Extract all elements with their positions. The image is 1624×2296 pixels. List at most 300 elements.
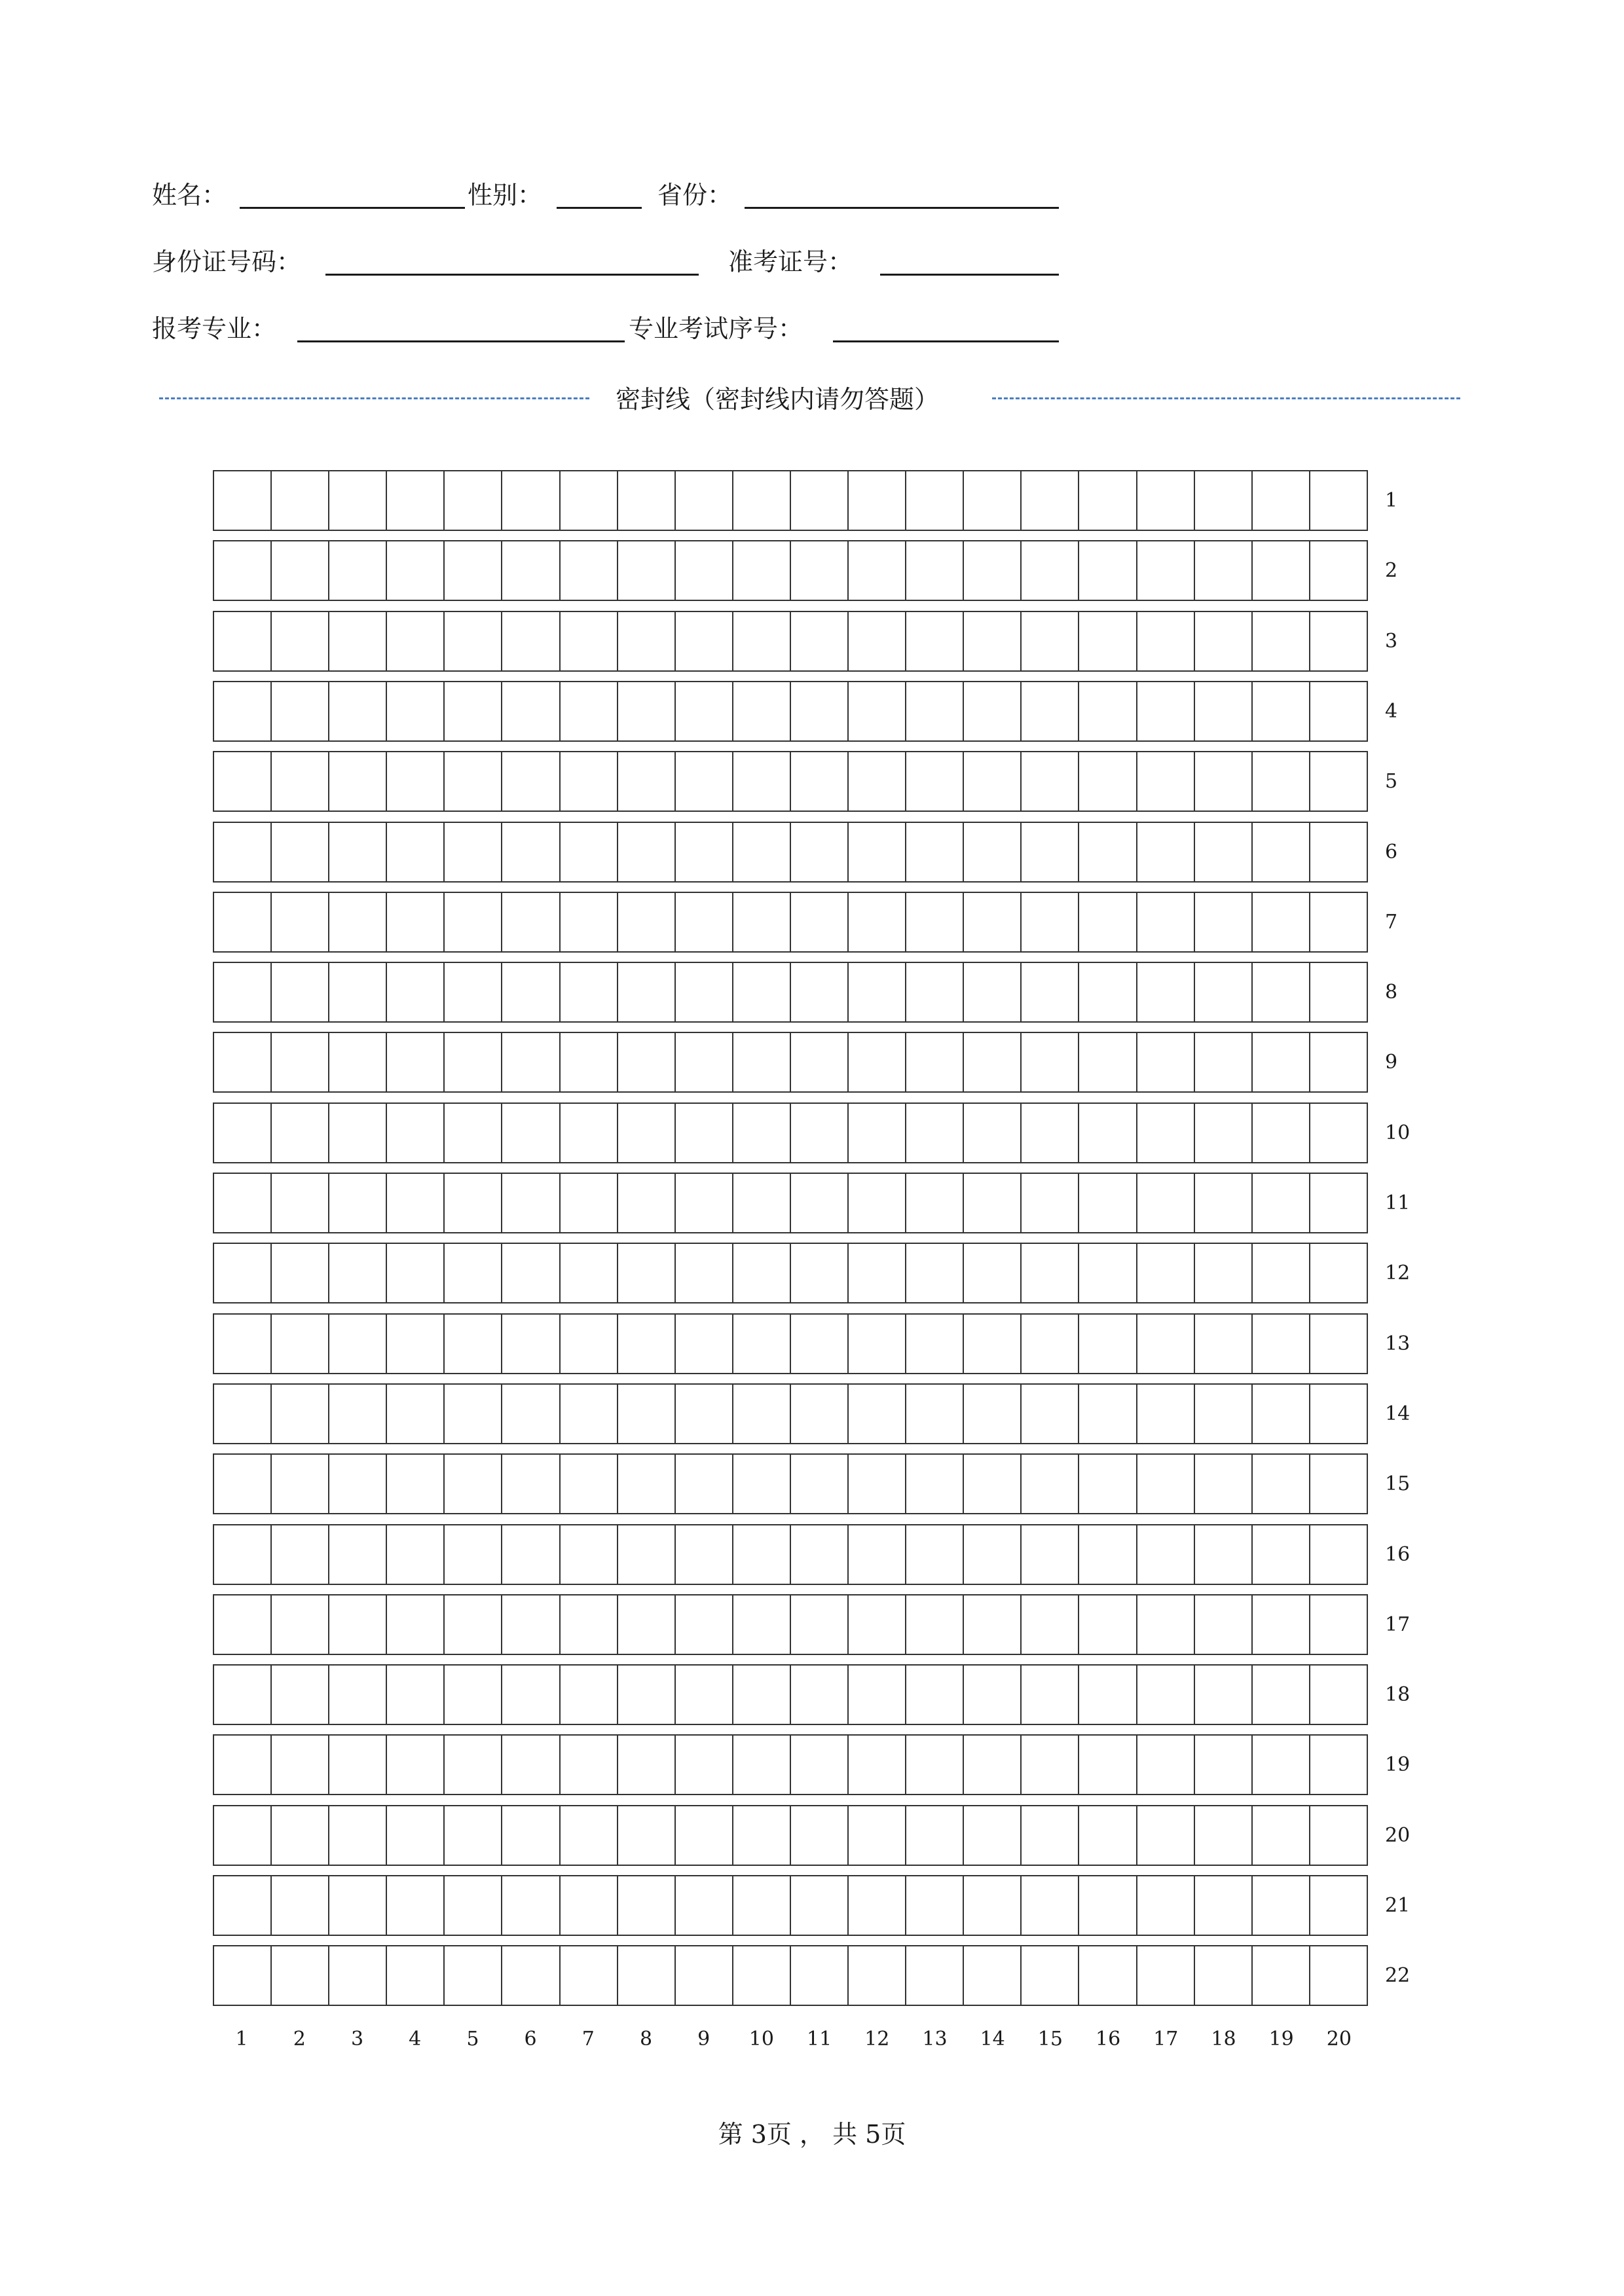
grid-cell[interactable]: [214, 1666, 272, 1724]
grid-cell[interactable]: [445, 1666, 502, 1724]
grid-cell[interactable]: [618, 823, 676, 881]
grid-cell[interactable]: [387, 1736, 445, 1794]
grid-cell[interactable]: [618, 1666, 676, 1724]
grid-cell[interactable]: [445, 1806, 502, 1865]
grid-cell[interactable]: [849, 1455, 906, 1513]
grid-cell[interactable]: [964, 823, 1022, 881]
grid-cell[interactable]: [906, 823, 964, 881]
grid-cell[interactable]: [1195, 1525, 1253, 1584]
grid-cell[interactable]: [1195, 1876, 1253, 1935]
grid-cell[interactable]: [561, 1876, 618, 1935]
grid-cell[interactable]: [214, 963, 272, 1021]
grid-cell[interactable]: [272, 1104, 329, 1162]
grid-cell[interactable]: [387, 1876, 445, 1935]
grid-cell[interactable]: [387, 1315, 445, 1373]
grid-cell[interactable]: [272, 541, 329, 600]
grid-cell[interactable]: [791, 752, 849, 811]
grid-cell[interactable]: [1195, 1104, 1253, 1162]
grid-cell[interactable]: [1137, 1104, 1195, 1162]
grid-cell[interactable]: [618, 612, 676, 670]
grid-cell[interactable]: [329, 1385, 387, 1443]
grid-cell[interactable]: [502, 541, 560, 600]
grid-cell[interactable]: [387, 963, 445, 1021]
grid-cell[interactable]: [906, 752, 964, 811]
grid-cell[interactable]: [791, 1666, 849, 1724]
grid-cell[interactable]: [387, 682, 445, 740]
grid-cell[interactable]: [214, 1315, 272, 1373]
grid-cell[interactable]: [1079, 1666, 1137, 1724]
grid-cell[interactable]: [676, 1385, 733, 1443]
grid-cell[interactable]: [387, 1244, 445, 1302]
grid-cell[interactable]: [561, 1174, 618, 1232]
grid-cell[interactable]: [1253, 1736, 1310, 1794]
grid-cell[interactable]: [329, 1946, 387, 2005]
grid-cell[interactable]: [906, 1104, 964, 1162]
grid-cell[interactable]: [676, 1525, 733, 1584]
grid-cell[interactable]: [906, 893, 964, 951]
grid-cell[interactable]: [502, 1806, 560, 1865]
grid-cell[interactable]: [906, 1315, 964, 1373]
grid-cell[interactable]: [1079, 1244, 1137, 1302]
grid-cell[interactable]: [329, 1033, 387, 1091]
grid-cell[interactable]: [1310, 1595, 1367, 1654]
grid-cell[interactable]: [502, 1525, 560, 1584]
grid-cell[interactable]: [214, 1946, 272, 2005]
grid-cell[interactable]: [445, 682, 502, 740]
grid-cell[interactable]: [329, 823, 387, 881]
grid-cell[interactable]: [1022, 1736, 1079, 1794]
grid-cell[interactable]: [561, 1666, 618, 1724]
grid-cell[interactable]: [1195, 1315, 1253, 1373]
grid-cell[interactable]: [272, 1806, 329, 1865]
grid-cell[interactable]: [1195, 1455, 1253, 1513]
grid-cell[interactable]: [1310, 752, 1367, 811]
grid-cell[interactable]: [272, 1666, 329, 1724]
grid-cell[interactable]: [387, 752, 445, 811]
grid-cell[interactable]: [1079, 1174, 1137, 1232]
grid-cell[interactable]: [618, 1946, 676, 2005]
grid-cell[interactable]: [387, 612, 445, 670]
grid-cell[interactable]: [502, 1244, 560, 1302]
grid-cell[interactable]: [387, 1455, 445, 1513]
grid-cell[interactable]: [1137, 1455, 1195, 1513]
grid-cell[interactable]: [676, 1666, 733, 1724]
grid-cell[interactable]: [214, 1033, 272, 1091]
grid-cell[interactable]: [214, 1385, 272, 1443]
grid-cell[interactable]: [1137, 1525, 1195, 1584]
grid-cell[interactable]: [329, 963, 387, 1021]
grid-cell[interactable]: [1137, 823, 1195, 881]
grid-cell[interactable]: [849, 752, 906, 811]
grid-cell[interactable]: [1310, 1806, 1367, 1865]
grid-cell[interactable]: [445, 1174, 502, 1232]
grid-cell[interactable]: [272, 682, 329, 740]
grid-cell[interactable]: [1195, 1946, 1253, 2005]
grid-cell[interactable]: [849, 1525, 906, 1584]
grid-cell[interactable]: [964, 612, 1022, 670]
grid-cell[interactable]: [964, 1385, 1022, 1443]
grid-cell[interactable]: [1079, 752, 1137, 811]
grid-cell[interactable]: [445, 1595, 502, 1654]
grid-cell[interactable]: [733, 1666, 791, 1724]
grid-cell[interactable]: [849, 1104, 906, 1162]
grid-cell[interactable]: [561, 823, 618, 881]
grid-cell[interactable]: [502, 1455, 560, 1513]
grid-cell[interactable]: [1310, 1315, 1367, 1373]
grid-cell[interactable]: [1079, 1455, 1137, 1513]
grid-cell[interactable]: [445, 1244, 502, 1302]
grid-cell[interactable]: [733, 1315, 791, 1373]
grid-cell[interactable]: [1253, 1244, 1310, 1302]
grid-cell[interactable]: [676, 1455, 733, 1513]
grid-cell[interactable]: [1310, 1736, 1367, 1794]
grid-cell[interactable]: [1195, 893, 1253, 951]
grid-cell[interactable]: [387, 1174, 445, 1232]
grid-cell[interactable]: [329, 1525, 387, 1584]
grid-cell[interactable]: [1137, 1806, 1195, 1865]
grid-cell[interactable]: [1195, 752, 1253, 811]
grid-cell[interactable]: [791, 1174, 849, 1232]
grid-cell[interactable]: [214, 682, 272, 740]
grid-cell[interactable]: [964, 541, 1022, 600]
grid-cell[interactable]: [906, 1946, 964, 2005]
grid-cell[interactable]: [676, 1806, 733, 1865]
grid-cell[interactable]: [445, 1315, 502, 1373]
grid-cell[interactable]: [1079, 823, 1137, 881]
exam-number-field[interactable]: [880, 274, 1059, 276]
grid-cell[interactable]: [733, 612, 791, 670]
grid-cell[interactable]: [214, 1876, 272, 1935]
grid-cell[interactable]: [561, 471, 618, 530]
grid-cell[interactable]: [329, 1736, 387, 1794]
grid-cell[interactable]: [1079, 1525, 1137, 1584]
grid-cell[interactable]: [1253, 893, 1310, 951]
grid-cell[interactable]: [849, 1666, 906, 1724]
grid-cell[interactable]: [791, 1595, 849, 1654]
grid-cell[interactable]: [676, 1033, 733, 1091]
grid-cell[interactable]: [849, 1315, 906, 1373]
grid-cell[interactable]: [329, 471, 387, 530]
grid-cell[interactable]: [1079, 1033, 1137, 1091]
grid-cell[interactable]: [502, 1736, 560, 1794]
grid-cell[interactable]: [1137, 1736, 1195, 1794]
grid-cell[interactable]: [1022, 1946, 1079, 2005]
grid-cell[interactable]: [906, 1736, 964, 1794]
grid-cell[interactable]: [618, 1876, 676, 1935]
grid-cell[interactable]: [1253, 963, 1310, 1021]
grid-cell[interactable]: [733, 541, 791, 600]
grid-cell[interactable]: [502, 1946, 560, 2005]
grid-cell[interactable]: [676, 1876, 733, 1935]
grid-cell[interactable]: [733, 1104, 791, 1162]
grid-cell[interactable]: [445, 541, 502, 600]
grid-cell[interactable]: [387, 471, 445, 530]
grid-cell[interactable]: [618, 1104, 676, 1162]
grid-cell[interactable]: [1195, 1385, 1253, 1443]
grid-cell[interactable]: [1137, 1666, 1195, 1724]
grid-cell[interactable]: [561, 963, 618, 1021]
grid-cell[interactable]: [1195, 1174, 1253, 1232]
grid-cell[interactable]: [676, 471, 733, 530]
grid-cell[interactable]: [445, 471, 502, 530]
grid-cell[interactable]: [733, 471, 791, 530]
grid-cell[interactable]: [561, 612, 618, 670]
id-number-field[interactable]: [325, 274, 699, 276]
grid-cell[interactable]: [733, 1244, 791, 1302]
grid-cell[interactable]: [1253, 541, 1310, 600]
grid-cell[interactable]: [272, 1455, 329, 1513]
grid-cell[interactable]: [1022, 1806, 1079, 1865]
grid-cell[interactable]: [1022, 1315, 1079, 1373]
grid-cell[interactable]: [849, 1595, 906, 1654]
grid-cell[interactable]: [561, 893, 618, 951]
grid-cell[interactable]: [445, 823, 502, 881]
grid-cell[interactable]: [618, 963, 676, 1021]
grid-cell[interactable]: [1079, 612, 1137, 670]
grid-cell[interactable]: [964, 1174, 1022, 1232]
grid-cell[interactable]: [1137, 1315, 1195, 1373]
grid-cell[interactable]: [791, 963, 849, 1021]
grid-cell[interactable]: [1253, 1033, 1310, 1091]
grid-cell[interactable]: [1137, 541, 1195, 600]
grid-cell[interactable]: [733, 963, 791, 1021]
grid-cell[interactable]: [1195, 682, 1253, 740]
grid-cell[interactable]: [214, 1806, 272, 1865]
grid-cell[interactable]: [964, 1666, 1022, 1724]
grid-cell[interactable]: [1310, 1666, 1367, 1724]
grid-cell[interactable]: [906, 1806, 964, 1865]
grid-cell[interactable]: [214, 823, 272, 881]
grid-cell[interactable]: [733, 1736, 791, 1794]
grid-cell[interactable]: [733, 1595, 791, 1654]
grid-cell[interactable]: [387, 1525, 445, 1584]
grid-cell[interactable]: [849, 1385, 906, 1443]
grid-cell[interactable]: [849, 1244, 906, 1302]
grid-cell[interactable]: [329, 752, 387, 811]
grid-cell[interactable]: [618, 1455, 676, 1513]
grid-cell[interactable]: [791, 1385, 849, 1443]
grid-cell[interactable]: [733, 1525, 791, 1584]
grid-cell[interactable]: [1079, 1946, 1137, 2005]
grid-cell[interactable]: [272, 1174, 329, 1232]
grid-cell[interactable]: [1253, 1455, 1310, 1513]
grid-cell[interactable]: [1137, 1946, 1195, 2005]
grid-cell[interactable]: [1137, 893, 1195, 951]
grid-cell[interactable]: [1079, 1385, 1137, 1443]
grid-cell[interactable]: [1310, 1525, 1367, 1584]
grid-cell[interactable]: [272, 1595, 329, 1654]
grid-cell[interactable]: [791, 1806, 849, 1865]
grid-cell[interactable]: [964, 1033, 1022, 1091]
grid-cell[interactable]: [618, 1385, 676, 1443]
grid-cell[interactable]: [964, 471, 1022, 530]
grid-cell[interactable]: [618, 682, 676, 740]
grid-cell[interactable]: [906, 1455, 964, 1513]
grid-cell[interactable]: [676, 963, 733, 1021]
grid-cell[interactable]: [1022, 471, 1079, 530]
grid-cell[interactable]: [214, 1595, 272, 1654]
grid-cell[interactable]: [1253, 1946, 1310, 2005]
grid-cell[interactable]: [445, 1946, 502, 2005]
grid-cell[interactable]: [1022, 752, 1079, 811]
grid-cell[interactable]: [445, 1736, 502, 1794]
grid-cell[interactable]: [1079, 1595, 1137, 1654]
grid-cell[interactable]: [964, 752, 1022, 811]
grid-cell[interactable]: [502, 752, 560, 811]
grid-cell[interactable]: [791, 1244, 849, 1302]
grid-cell[interactable]: [906, 1033, 964, 1091]
grid-cell[interactable]: [1195, 612, 1253, 670]
grid-cell[interactable]: [1253, 1174, 1310, 1232]
grid-cell[interactable]: [849, 541, 906, 600]
grid-cell[interactable]: [387, 1806, 445, 1865]
grid-cell[interactable]: [445, 612, 502, 670]
grid-cell[interactable]: [1310, 1385, 1367, 1443]
grid-cell[interactable]: [1310, 823, 1367, 881]
grid-cell[interactable]: [1253, 1806, 1310, 1865]
grid-cell[interactable]: [1253, 682, 1310, 740]
grid-cell[interactable]: [502, 963, 560, 1021]
grid-cell[interactable]: [791, 1315, 849, 1373]
grid-cell[interactable]: [1022, 823, 1079, 881]
name-field[interactable]: [240, 207, 465, 209]
grid-cell[interactable]: [849, 1876, 906, 1935]
grid-cell[interactable]: [1137, 682, 1195, 740]
grid-cell[interactable]: [791, 1876, 849, 1935]
grid-cell[interactable]: [1022, 682, 1079, 740]
grid-cell[interactable]: [1022, 541, 1079, 600]
grid-cell[interactable]: [329, 541, 387, 600]
grid-cell[interactable]: [1310, 1174, 1367, 1232]
grid-cell[interactable]: [1195, 1244, 1253, 1302]
grid-cell[interactable]: [1079, 963, 1137, 1021]
grid-cell[interactable]: [214, 1525, 272, 1584]
grid-cell[interactable]: [502, 1666, 560, 1724]
grid-cell[interactable]: [964, 682, 1022, 740]
grid-cell[interactable]: [906, 1244, 964, 1302]
grid-cell[interactable]: [906, 1666, 964, 1724]
grid-cell[interactable]: [387, 823, 445, 881]
grid-cell[interactable]: [445, 1104, 502, 1162]
grid-cell[interactable]: [329, 1455, 387, 1513]
grid-cell[interactable]: [561, 1946, 618, 2005]
grid-cell[interactable]: [849, 612, 906, 670]
grid-cell[interactable]: [676, 1174, 733, 1232]
grid-cell[interactable]: [1253, 1525, 1310, 1584]
grid-cell[interactable]: [1310, 1104, 1367, 1162]
grid-cell[interactable]: [906, 1385, 964, 1443]
grid-cell[interactable]: [272, 1244, 329, 1302]
grid-cell[interactable]: [214, 541, 272, 600]
grid-cell[interactable]: [1253, 1315, 1310, 1373]
grid-cell[interactable]: [676, 1946, 733, 2005]
grid-cell[interactable]: [272, 752, 329, 811]
grid-cell[interactable]: [733, 1174, 791, 1232]
grid-cell[interactable]: [1195, 823, 1253, 881]
grid-cell[interactable]: [387, 1033, 445, 1091]
grid-cell[interactable]: [618, 1736, 676, 1794]
grid-cell[interactable]: [502, 1385, 560, 1443]
grid-cell[interactable]: [445, 1455, 502, 1513]
grid-cell[interactable]: [849, 1736, 906, 1794]
grid-cell[interactable]: [733, 1946, 791, 2005]
grid-cell[interactable]: [272, 1315, 329, 1373]
grid-cell[interactable]: [618, 1595, 676, 1654]
grid-cell[interactable]: [214, 612, 272, 670]
grid-cell[interactable]: [1310, 471, 1367, 530]
grid-cell[interactable]: [676, 1315, 733, 1373]
grid-cell[interactable]: [329, 1104, 387, 1162]
grid-cell[interactable]: [1022, 1455, 1079, 1513]
grid-cell[interactable]: [387, 1666, 445, 1724]
grid-cell[interactable]: [272, 471, 329, 530]
grid-cell[interactable]: [964, 893, 1022, 951]
grid-cell[interactable]: [561, 752, 618, 811]
grid-cell[interactable]: [618, 1033, 676, 1091]
grid-cell[interactable]: [1079, 1315, 1137, 1373]
grid-cell[interactable]: [272, 1946, 329, 2005]
grid-cell[interactable]: [849, 963, 906, 1021]
grid-cell[interactable]: [502, 1033, 560, 1091]
grid-cell[interactable]: [1137, 752, 1195, 811]
grid-cell[interactable]: [502, 682, 560, 740]
grid-cell[interactable]: [618, 893, 676, 951]
grid-cell[interactable]: [502, 1876, 560, 1935]
grid-cell[interactable]: [445, 893, 502, 951]
grid-cell[interactable]: [676, 541, 733, 600]
grid-cell[interactable]: [1310, 1876, 1367, 1935]
grid-cell[interactable]: [964, 1876, 1022, 1935]
grid-cell[interactable]: [272, 963, 329, 1021]
grid-cell[interactable]: [733, 1033, 791, 1091]
grid-cell[interactable]: [214, 893, 272, 951]
grid-cell[interactable]: [791, 471, 849, 530]
grid-cell[interactable]: [214, 1455, 272, 1513]
grid-cell[interactable]: [387, 541, 445, 600]
grid-cell[interactable]: [1137, 1174, 1195, 1232]
grid-cell[interactable]: [733, 1385, 791, 1443]
gender-field[interactable]: [557, 207, 642, 209]
grid-cell[interactable]: [676, 1244, 733, 1302]
grid-cell[interactable]: [1079, 1736, 1137, 1794]
grid-cell[interactable]: [791, 1525, 849, 1584]
grid-cell[interactable]: [1137, 1595, 1195, 1654]
grid-cell[interactable]: [906, 963, 964, 1021]
grid-cell[interactable]: [561, 1455, 618, 1513]
grid-cell[interactable]: [733, 1806, 791, 1865]
grid-cell[interactable]: [387, 1104, 445, 1162]
grid-cell[interactable]: [329, 893, 387, 951]
grid-cell[interactable]: [445, 752, 502, 811]
grid-cell[interactable]: [1022, 963, 1079, 1021]
grid-cell[interactable]: [1195, 963, 1253, 1021]
grid-cell[interactable]: [561, 1104, 618, 1162]
grid-cell[interactable]: [561, 1806, 618, 1865]
grid-cell[interactable]: [1137, 1033, 1195, 1091]
grid-cell[interactable]: [1137, 1876, 1195, 1935]
grid-cell[interactable]: [1253, 823, 1310, 881]
grid-cell[interactable]: [964, 1736, 1022, 1794]
grid-cell[interactable]: [676, 1595, 733, 1654]
grid-cell[interactable]: [502, 1174, 560, 1232]
grid-cell[interactable]: [791, 893, 849, 951]
grid-cell[interactable]: [676, 682, 733, 740]
grid-cell[interactable]: [1137, 612, 1195, 670]
grid-cell[interactable]: [1022, 1033, 1079, 1091]
grid-cell[interactable]: [272, 612, 329, 670]
grid-cell[interactable]: [387, 1385, 445, 1443]
grid-cell[interactable]: [1022, 1244, 1079, 1302]
